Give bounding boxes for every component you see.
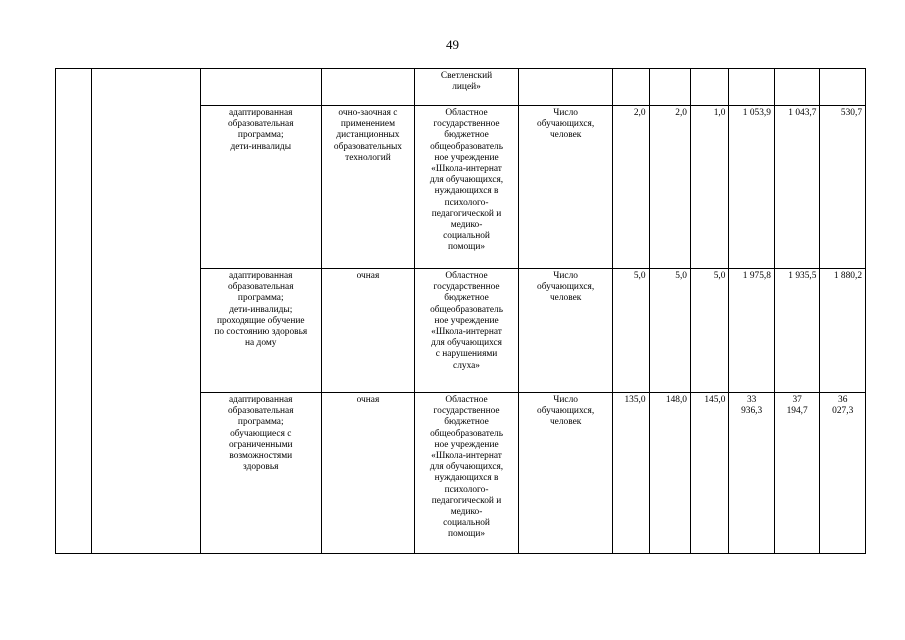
institution-cell: Областное государственное бюджетное общеобразователь ное учреждение «Школа-интернат для обучающихся, нуждающихся в психолого- педагогической и медико- социальной помощи» [414,106,518,269]
value-cell: 135,0 [613,393,649,554]
value-cell: 2,0 [649,106,690,269]
service-cell [92,69,200,554]
value-cell: 5,0 [613,269,649,393]
program-cell: адаптированная образовательная программа; дети-инвалиды; проходящие обучение по состоянию здоровья на дому [200,269,321,393]
form-cell: очно-заочная с применением дистанционных образовательных технологий [321,106,414,269]
funding-table [55,68,866,554]
value-cell: 1 043,7 [774,106,820,269]
page-number: 49 [446,37,459,52]
value-cell: 33 936,3 [729,393,775,554]
value-cell [774,69,820,106]
indicator-cell: Число обучающихся, человек [519,106,613,269]
indicator-cell [519,69,613,106]
value-cell [690,69,728,106]
table-row [56,69,866,106]
value-cell [613,69,649,106]
value-cell: 145,0 [690,393,728,554]
institution-cell: Светленский лицей» [414,69,518,106]
value-cell: 36 027,3 [820,393,866,554]
program-cell: адаптированная образовательная программа; дети-инвалиды [200,106,321,269]
form-cell: очная [321,393,414,554]
index-cell [56,69,92,554]
program-cell: адаптированная образовательная программа; обучающиеся с ограниченными возможностями здоровья [200,393,321,554]
value-cell [649,69,690,106]
form-cell: очная [321,269,414,393]
institution-cell: Областное государственное бюджетное общеобразователь ное учреждение «Школа-интернат для обучающихся, нуждающихся в психолого- педагогической и медико- социальной помощи» [414,393,518,554]
form-cell [321,69,414,106]
program-cell [200,69,321,106]
value-cell: 2,0 [613,106,649,269]
value-cell: 148,0 [649,393,690,554]
value-cell: 5,0 [690,269,728,393]
value-cell: 1 975,8 [729,269,775,393]
value-cell: 37 194,7 [774,393,820,554]
value-cell: 5,0 [649,269,690,393]
value-cell: 530,7 [820,106,866,269]
value-cell: 1,0 [690,106,728,269]
institution-cell: Областное государственное бюджетное общеобразователь ное учреждение «Школа-интернат для обучающихся с нарушениями слуха» [414,269,518,393]
value-cell: 1 880,2 [820,269,866,393]
value-cell [820,69,866,106]
value-cell [729,69,775,106]
indicator-cell: Число обучающихся, человек [519,269,613,393]
value-cell: 1 053,9 [729,106,775,269]
indicator-cell: Число обучающихся, человек [519,393,613,554]
value-cell: 1 935,5 [774,269,820,393]
